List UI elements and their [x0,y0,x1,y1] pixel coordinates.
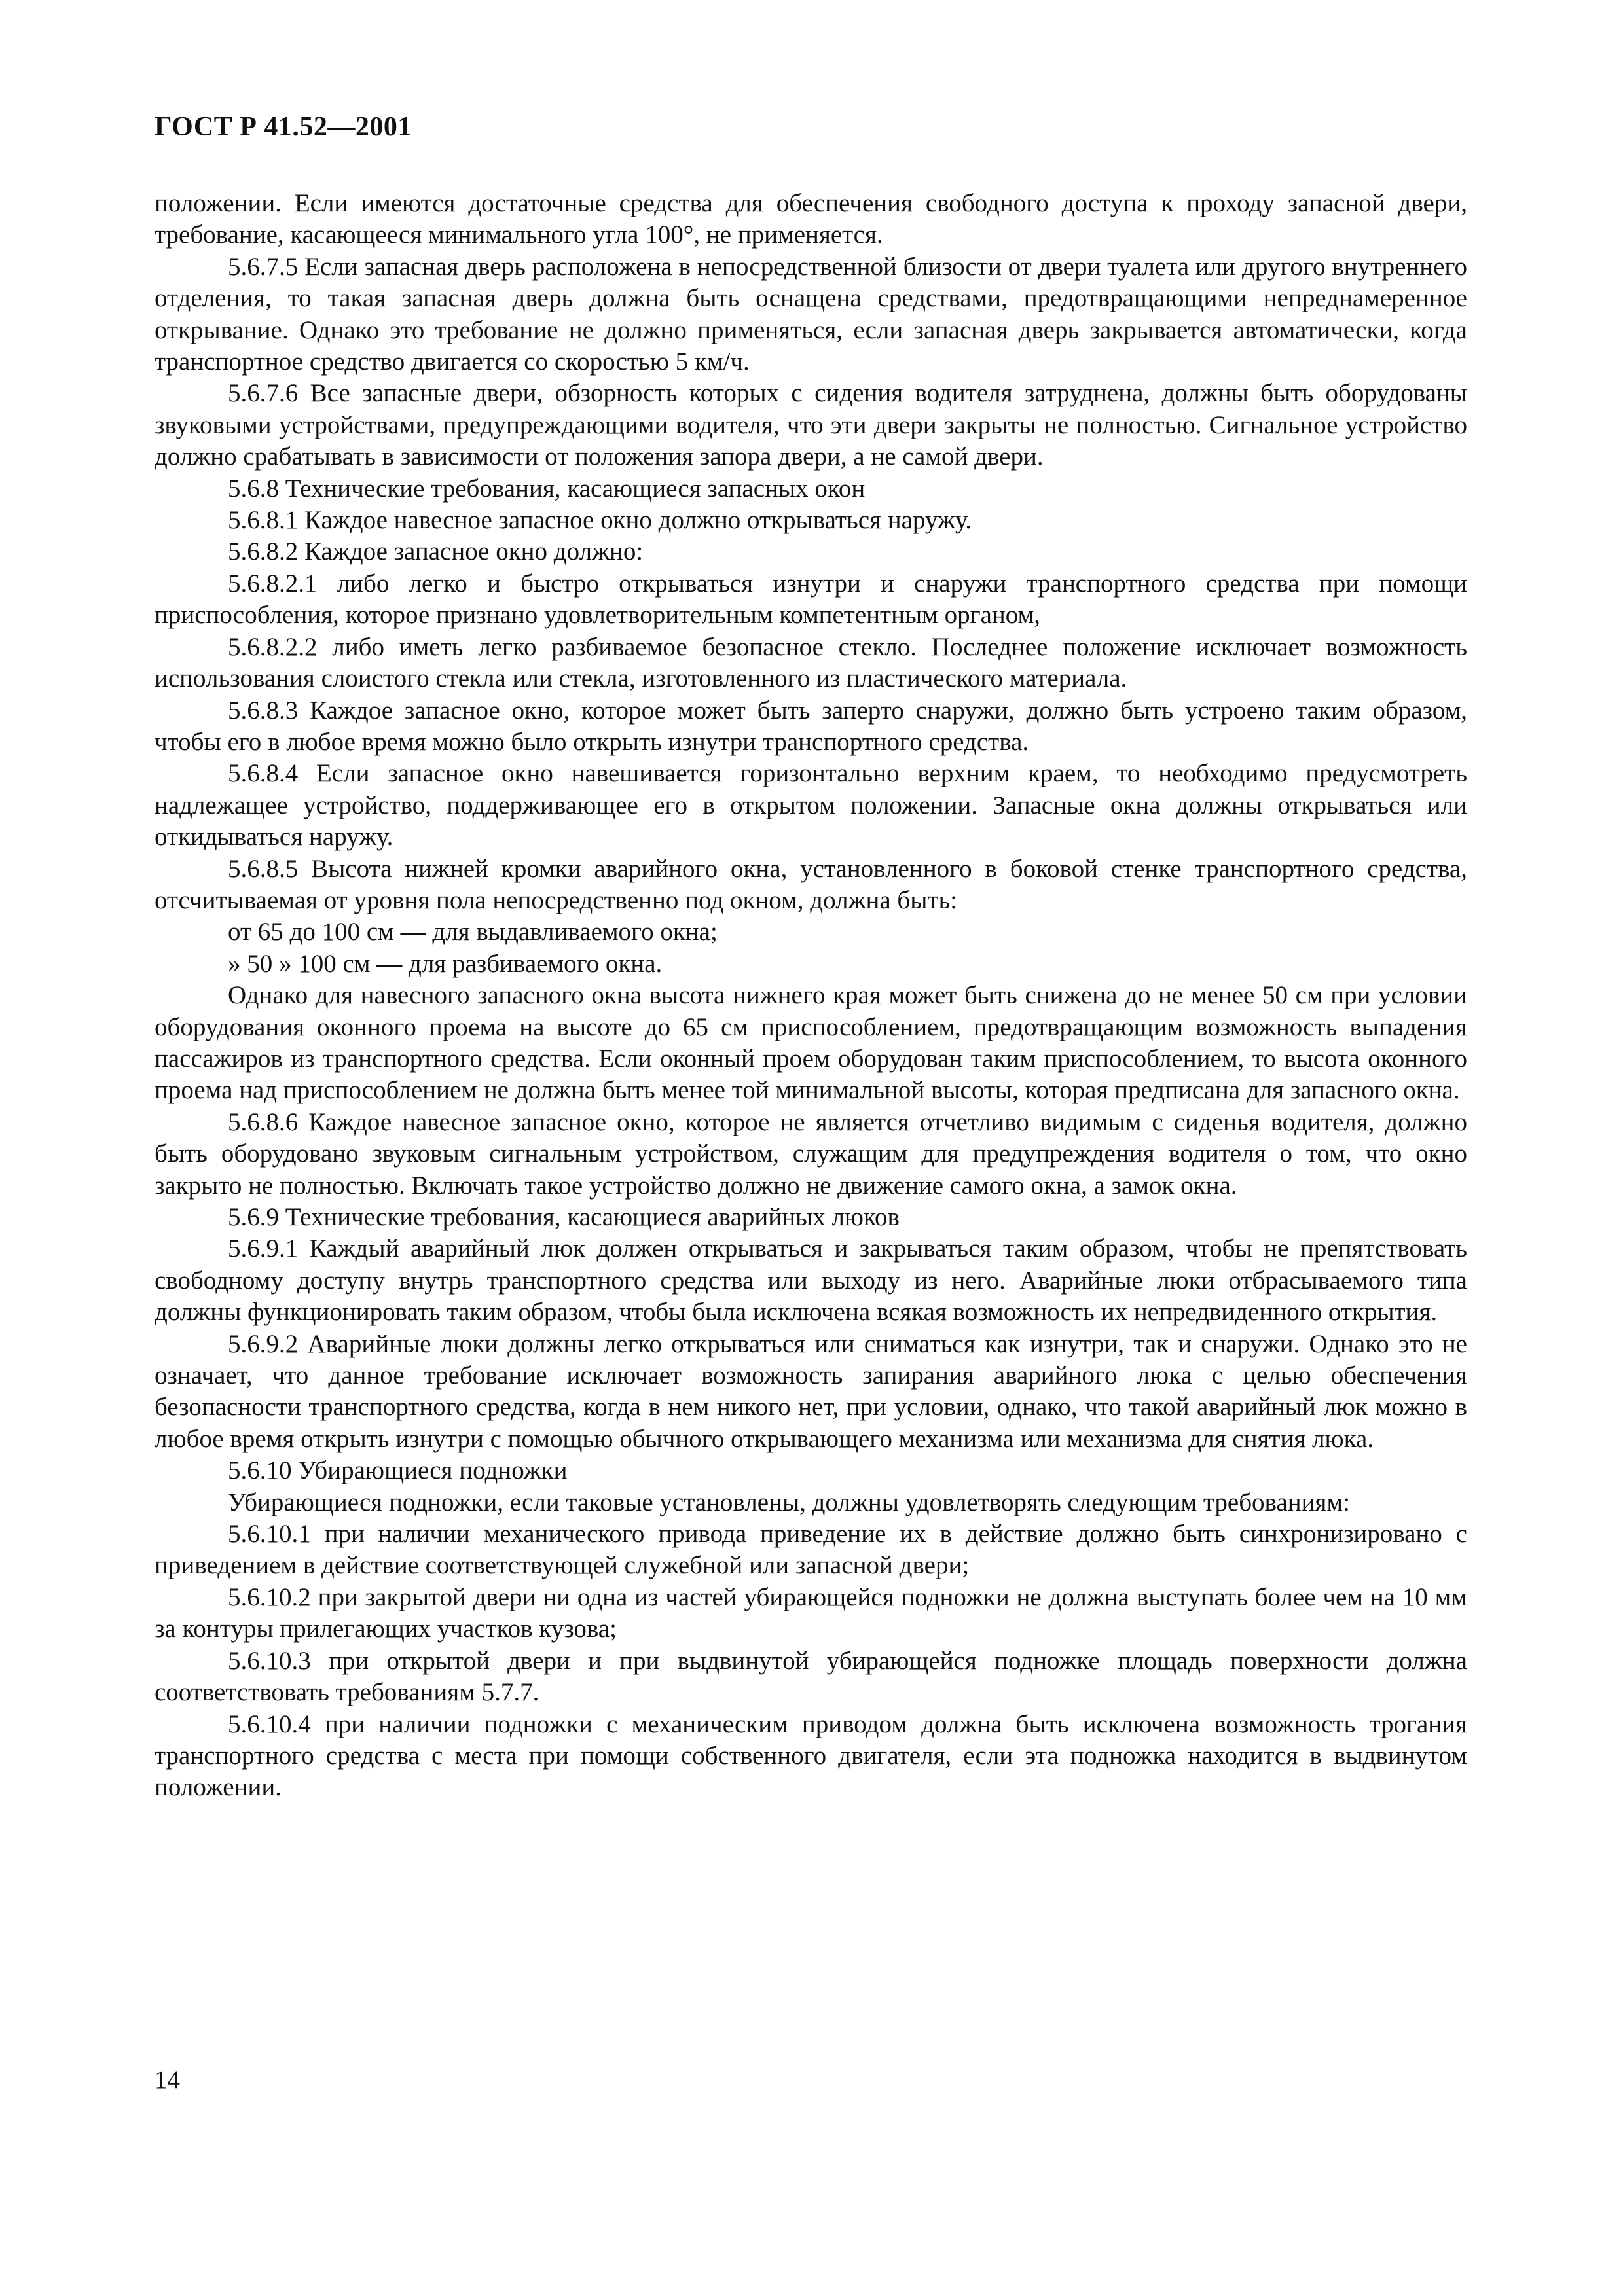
paragraph-hinged-window-note: Однако для навесного запасного окна высота нижнего края может быть снижена до не менее 50 см при условии оборудования оконного проема на высоте до 65 см приспособлением, предотвращающим возможность выпадения пассажиров из транспортного средства. Если оконный проем оборудован таким приспособлением, то высота оконного проема над приспособлением не должна быть менее той минимальной высоты, которая предписана для запасного окна. [155,981,1467,1105]
list-item-pushout-window: от 65 до 100 см — для выдавливаемого окна; [228,918,718,946]
paragraph-5-6-9-2: 5.6.9.2 Аварийные люки должны легко открываться или сниматься как изнутри, так и снаружи. Однако это не означает, что данное требование исключает возможность запирания аварийного люка с целью обеспечения безопасности транспортного средства, когда в нем никого нет, при условии, однако, что такой аварийный люк можно в любое время открыть изнутри с помощью обычного открывающего механизма или механизма для снятия люка. [155,1329,1467,1453]
paragraph-5-6-7-5: 5.6.7.5 Если запасная дверь расположена в непосредственной близости от двери туалета или другого внутреннего отделения, то такая запасная дверь должна быть оснащена средствами, предотвращающими непреднамеренное открывание. Однако это требование не должно применяться, если запасная дверь закрывается автоматически, когда транспортное средство двигается со скоростью 5 км/ч. [155,252,1467,376]
paragraph-continuation: положении. Если имеются достаточные средства для обеспечения свободного доступа к проходу запасной двери, требование, касающееся минимального угла 100°, не применяется. [155,189,1467,249]
paragraph-5-6-10-4: 5.6.10.4 при наличии подножки с механическим приводом должна быть исключена возможность трогания транспортного средства с места при помощи собственного двигателя, если эта подножка находится в выдвинутом положении. [155,1710,1467,1802]
page-number: 14 [155,2066,180,2094]
paragraph-5-6-8-4: 5.6.8.4 Если запасное окно навешивается горизонтально верхним краем, то необходимо предусмотреть надлежащее устройство, поддерживающее его в открытом положении. Запасные окна должны открываться или откидываться наружу. [155,759,1467,852]
paragraph-5-6-10-2: 5.6.10.2 при закрытой двери ни одна из частей убирающейся подножки не должна выступать более чем на 10 мм за контуры прилегающих участков кузова; [155,1583,1467,1643]
paragraph-5-6-8-6: 5.6.8.6 Каждое навесное запасное окно, которое не является отчетливо видимым с сиденья водителя, должно быть оборудовано звуковым сигнальным устройством, служащим для предупреждения водителя о том, что окно закрыто не полностью. Включать такое устройство должно не движение самого окна, а замок окна. [155,1107,1467,1200]
paragraph-5-6-10-3: 5.6.10.3 при открытой двери и при выдвинутой убирающейся подножке площадь поверхности должна соответствовать требованиям 5.7.7. [155,1646,1467,1707]
paragraph-5-6-8-2-1: 5.6.8.2.1 либо легко и быстро открываться изнутри и снаружи транспортного средства при помощи приспособления, которое признано удовлетворительным компетентным органом, [155,569,1467,630]
paragraph-retractable-steps-intro: Убирающиеся подножки, если таковые установлены, должны удовлетворять следующим требованиям: [228,1488,1350,1516]
paragraph-5-6-9-1: 5.6.9.1 Каждый аварийный люк должен открываться и закрываться таким образом, чтобы не препятствовать свободному доступу внутрь транспортного средства или выходу из него. Аварийные люки отбрасываемого типа должны функционировать таким образом, чтобы была исключена всякая возможность их непредвиденного открытия. [155,1234,1467,1327]
paragraph-5-6-7-6: 5.6.7.6 Все запасные двери, обзорность которых с сидения водителя затруднена, должны быть оборудованы звуковыми устройствами, предупреждающими водителя, что эти двери закрыты не полностью. Сигнальное устройство должно срабатывать в зависимости от положения запора двери, а не самой двери. [155,379,1467,471]
paragraph-5-6-8-5: 5.6.8.5 Высота нижней кромки аварийного окна, установленного в боковой стенке транспортного средства, отсчитываемая от уровня пола непосредственно под окном, должна быть: [155,854,1467,914]
section-heading-5-6-10: 5.6.10 Убирающиеся подножки [228,1456,568,1485]
section-heading-5-6-9: 5.6.9 Технические требования, касающиеся аварийных люков [228,1203,900,1231]
paragraph-5-6-8-2-2: 5.6.8.2.2 либо иметь легко разбиваемое безопасное стекло. Последнее положение исключает возможность использования слоистого стекла или стекла, изготовленного из пластического материала. [155,632,1467,693]
document-header: ГОСТ Р 41.52—2001 [155,112,412,142]
paragraph-5-6-8-3: 5.6.8.3 Каждое запасное окно, которое может быть заперто снаружи, должно быть устроено таким образом, чтобы его в любое время можно было открыть изнутри транспортного средства. [155,696,1467,756]
paragraph-5-6-8-2: 5.6.8.2 Каждое запасное окно должно: [228,537,644,566]
document-body [155,188,1467,1804]
paragraph-5-6-8-1: 5.6.8.1 Каждое навесное запасное окно должно открываться наружу. [228,506,972,535]
list-item-breakable-window: » 50 » 100 см — для разбиваемого окна. [228,949,663,978]
paragraph-5-6-10-1: 5.6.10.1 при наличии механического привода приведение их в действие должно быть синхронизировано с приведением в действие соответствующей служебной или запасной двери; [155,1520,1467,1580]
section-heading-5-6-8: 5.6.8 Технические требования, касающиеся запасных окон [228,474,866,503]
